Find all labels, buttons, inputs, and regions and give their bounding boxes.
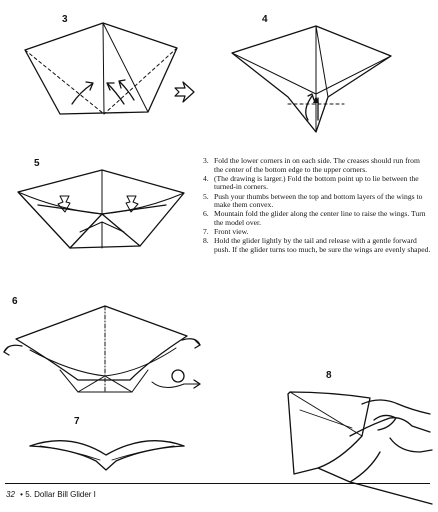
figure-5-diagram	[18, 170, 184, 248]
figure-3-diagram	[25, 23, 177, 114]
figure-4-label: 4	[262, 14, 268, 25]
footer-rule	[5, 483, 430, 484]
figure-8-diagram	[288, 392, 432, 504]
footer-separator: •	[20, 490, 23, 499]
figure-5-label: 5	[34, 158, 40, 169]
figure-7-diagram	[30, 441, 184, 470]
page-footer	[6, 490, 96, 499]
instruction-number: 3.	[203, 156, 209, 165]
instruction-number: 6.	[203, 209, 209, 219]
instruction-number: 8.	[203, 236, 209, 246]
instruction-text: Fold the lower corners in on each side. The creases should run from the center of the bottom edge to the upper corners.	[214, 156, 420, 174]
instruction-step-6	[203, 210, 431, 227]
figure-7-label: 7	[74, 416, 80, 427]
instruction-step-8	[203, 237, 431, 254]
instruction-text: Push your thumbs between the top and bottom layers of the wings to make them convex.	[214, 191, 423, 210]
instruction-text: (The drawing is larger.) Fold the bottom point up to lie between the turned-in corners.	[214, 173, 419, 192]
instruction-step-3	[203, 157, 431, 174]
next-step-arrow-icon	[175, 82, 194, 102]
instruction-list	[203, 157, 431, 255]
figure-3-label: 3	[62, 14, 68, 25]
figure-6-label: 6	[12, 296, 18, 307]
figure-4-diagram	[232, 26, 391, 132]
instruction-step-4	[203, 175, 431, 192]
chapter-title: 5. Dollar Bill Glider I	[25, 490, 96, 499]
figure-6-diagram	[4, 306, 200, 392]
instruction-number: 4.	[203, 173, 209, 183]
instruction-text: Hold the glider lightly by the tail and release with a gentle forward push. If the glider turns too much, be sure the wings are evenly shaped.	[214, 236, 431, 254]
figure-8-label: 8	[326, 370, 332, 381]
instruction-step-5	[203, 193, 431, 210]
instruction-number: 5.	[203, 191, 209, 201]
page-number: 32	[6, 490, 15, 499]
instruction-text: Front view.	[214, 227, 249, 237]
instruction-number: 7.	[203, 227, 209, 237]
instruction-text: Mountain fold the glider along the center line to raise the wings. Turn the model over.	[214, 209, 426, 227]
